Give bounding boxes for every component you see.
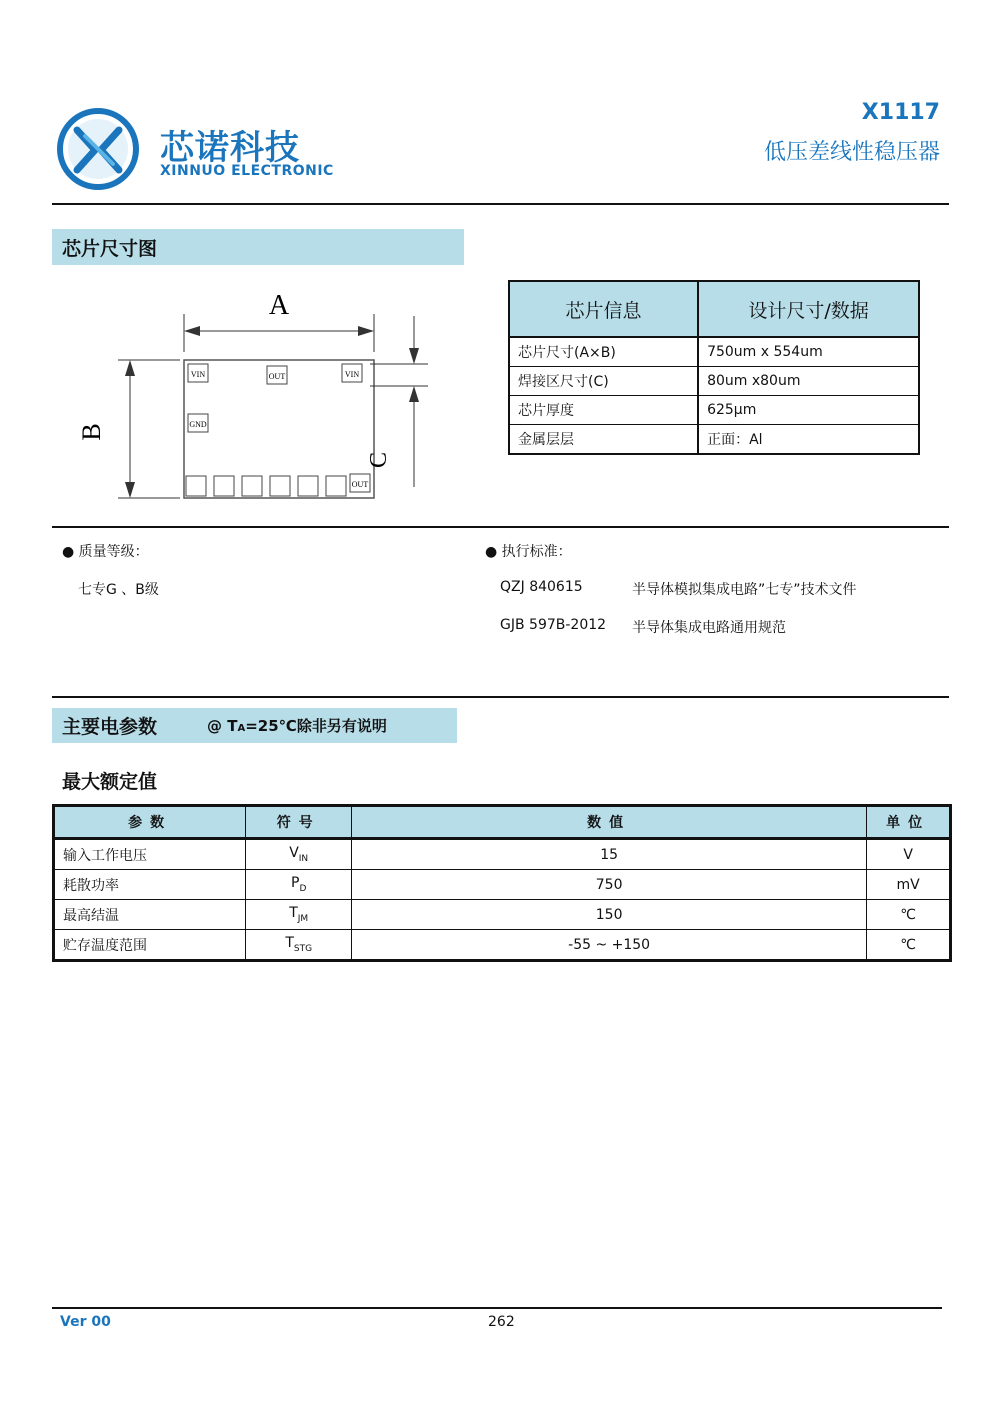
standard-desc: 半导体模拟集成电路”七专”技术文件 [632, 582, 857, 598]
info-cell-label: 金属层层 [509, 425, 698, 455]
symbol-cell: $T_{JM}$ [246, 900, 352, 930]
info-cell-label: 焊接区尺寸(C) [509, 367, 698, 396]
electrical-title: 主要电参数 [62, 716, 158, 738]
standards-bullet [485, 541, 572, 561]
info-cell-value: 750um x 554um [698, 337, 919, 367]
pad-out-bottom: OUT [351, 480, 369, 489]
max-header-value: 数值 [352, 806, 867, 839]
standard-desc: 半导体集成电路通用规范 [632, 620, 786, 636]
dimension-c-label: C [366, 451, 392, 469]
unit-cell: ℃ [867, 930, 951, 961]
symbol-cell: $T_{STG}$ [246, 930, 352, 961]
max-ratings-title: 最大额定值 [62, 771, 158, 793]
info-header-chip: 芯片信息 [509, 281, 698, 337]
symbol-cell: $P_D$ [246, 870, 352, 900]
max-ratings-table [52, 804, 952, 962]
max-header-param: 参数 [54, 806, 246, 839]
symbol-cell: $V_{IN}$ [246, 839, 352, 870]
value-cell: 150 [352, 900, 867, 930]
info-header-design: 设计尺寸/数据 [698, 281, 919, 337]
bullet-dot-icon: ● [62, 544, 79, 560]
table-row [54, 900, 951, 930]
chip-info-table [508, 280, 920, 455]
table-row [509, 367, 919, 396]
electrical-condition: @ TA=25℃除非另有说明 [207, 717, 387, 735]
max-header-unit: 单位 [867, 806, 951, 839]
part-number: X1117 [861, 100, 940, 125]
chip-section-divider [52, 526, 949, 528]
unit-cell: ℃ [867, 900, 951, 930]
chip-dimension-diagram [77, 282, 450, 512]
page-number: 262 [488, 1314, 515, 1330]
value-cell: 15 [352, 839, 867, 870]
footer-divider [52, 1307, 942, 1309]
pad-out-top: OUT [268, 372, 286, 381]
table-row [54, 930, 951, 961]
standard-code: QZJ 840615 [500, 579, 583, 595]
info-cell-label: 芯片厚度 [509, 396, 698, 425]
max-header-symbol: 符号 [246, 806, 352, 839]
footer-version: Ver 00 [60, 1314, 111, 1330]
dimension-b-label: B [77, 423, 106, 441]
info-cell-label: 芯片尺寸(A×B) [509, 337, 698, 367]
pad-gnd: GND [189, 420, 207, 429]
pad-vin-right: VIN [344, 370, 360, 379]
company-logo-mark [55, 106, 141, 192]
param-cell: 最高结温 [54, 900, 246, 930]
standards-label: 执行标准： [501, 544, 572, 560]
param-cell: 输入工作电压 [54, 839, 246, 870]
chip-section-title: 芯片尺寸图 [52, 229, 464, 265]
quality-bullet [62, 541, 149, 561]
header-divider [52, 203, 949, 205]
quality-value: 七专G 、B级 [78, 582, 159, 598]
unit-cell: mV [867, 870, 951, 900]
dimension-a-label: A [268, 290, 290, 321]
table-row [509, 425, 919, 455]
table-row [509, 337, 919, 367]
table-row [509, 396, 919, 425]
company-name-en: XINNUO ELECTRONIC [160, 163, 334, 179]
info-cell-value: 80um x80um [698, 367, 919, 396]
table-row [54, 839, 951, 870]
company-name-cn: 芯诺科技 [160, 128, 300, 168]
table-row [54, 870, 951, 900]
electrical-section-title [52, 708, 457, 743]
bullet-dot-icon: ● [485, 544, 502, 560]
standard-code: GJB 597B-2012 [500, 617, 607, 633]
quality-label: 质量等级： [78, 544, 149, 560]
param-cell: 贮存温度范围 [54, 930, 246, 961]
value-cell: -55 ~ +150 [352, 930, 867, 961]
info-cell-value: 625μm [698, 396, 919, 425]
standards-divider [52, 696, 949, 698]
part-description: 低压差线性稳压器 [763, 140, 940, 165]
unit-cell: V [867, 839, 951, 870]
pad-vin-left: VIN [190, 370, 206, 379]
param-cell: 耗散功率 [54, 870, 246, 900]
value-cell: 750 [352, 870, 867, 900]
info-cell-value: 正面：Al [698, 425, 919, 455]
